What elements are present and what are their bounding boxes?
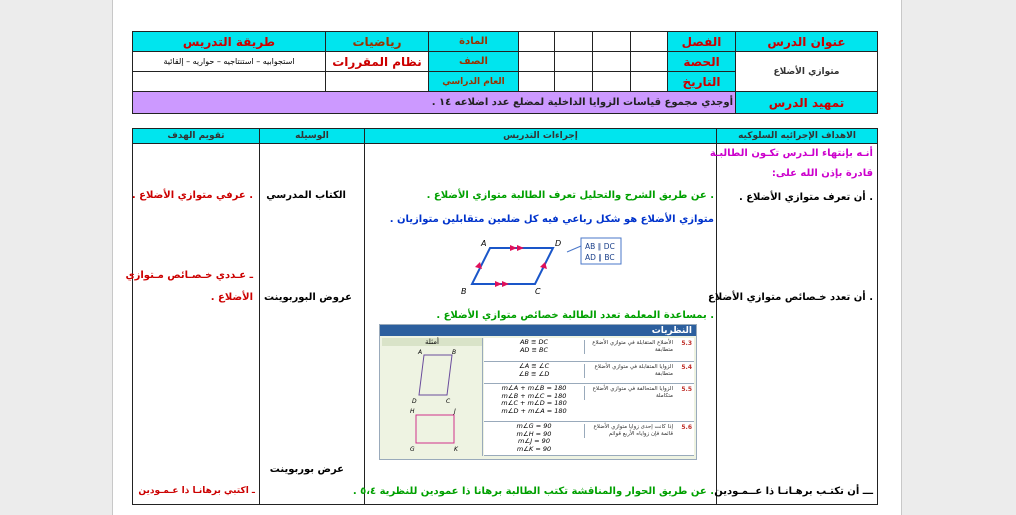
procedure-2: متوازي الأضلاع هو شكل رباعي فيه كل ضلعين متقابلين متوازيان . (389, 214, 714, 225)
examples-diagram (382, 347, 482, 456)
notation-line-2: AD ∥ BC (585, 253, 615, 262)
lesson-header-table (132, 31, 878, 114)
theorem-equation: m∠C + m∠D = 180 (501, 399, 567, 407)
theorems-figure (379, 324, 697, 460)
arrow-mark (502, 281, 509, 287)
objectives-header: الاهداف الإجرائيه السلوكيه (717, 129, 878, 144)
objectives-intro-1: أنـه بإنتهاء الـدرس تكـون الطالبـة (709, 148, 873, 159)
theorem-equation: m∠H = 90 (516, 429, 552, 438)
assessment-2-line1: ـ عـددي خـصـائص مـتوازي (125, 270, 253, 281)
procedures-header: إجراءات التدريس (365, 129, 717, 144)
theorem-equations (486, 339, 582, 354)
objective-3: ـــ أن تكتـب برهـانـا ذا عــمـودين (714, 486, 873, 497)
lesson-plan-page (112, 0, 902, 515)
school-year-label: العام الدراسي (429, 72, 519, 92)
blank-cell (631, 72, 668, 92)
theorems-header: النظريات (380, 325, 696, 336)
fig2-J: J (454, 408, 456, 415)
theorem-text: الزوايا المتحالفة في متوازي الأضلاع متكاملة (584, 386, 675, 400)
theorem-row (484, 384, 694, 422)
fig2-G: G (410, 446, 415, 453)
theorem-equations (486, 363, 582, 378)
blank-cell (555, 72, 593, 92)
fig1-B: B (452, 349, 457, 356)
assessment-column (125, 144, 260, 505)
blank-cell (555, 32, 593, 52)
theorem-number: 5.4 (681, 364, 692, 371)
blank-cell (631, 52, 668, 72)
fig1-D: D (412, 398, 417, 405)
vertex-A: A (481, 239, 487, 248)
teaching-method-label: طريقة التدريس (133, 32, 326, 52)
theorem-equation: ∠B ≅ ∠D (518, 369, 550, 378)
procedure-3: . بمساعدة المعلمة تعدد الطالبة خصائص متوازي الأضلاع . (436, 310, 714, 321)
assessment-2-line2: الأضلاع . (210, 292, 253, 303)
theorem-text: الزوايا المتقابلة في متوازي الأضلاع متطابقة (584, 364, 675, 378)
intro-text: أوجدي مجموع قياسات الزوايا الداخلية لمضلع عدد اضلاعه ١٤ . (133, 92, 736, 114)
theorem-text: الأضلاع المتقابلة في متوازي الأضلاع متطابقة (584, 340, 675, 354)
blank-cell (133, 72, 326, 92)
lesson-body-table (125, 128, 878, 505)
blank-cell (519, 72, 555, 92)
blank-cell (519, 52, 555, 72)
procedures-column (352, 144, 717, 505)
subject-label: المادة (429, 32, 519, 52)
objectives-intro-2: قادرة بإذن الله على: (771, 168, 873, 179)
example-rectangle (416, 415, 454, 443)
theorem-equation: m∠D + m∠A = 180 (501, 406, 567, 415)
theorem-equation: m∠G = 90 (516, 422, 552, 430)
objectives-column (708, 144, 878, 505)
arrow-mark (510, 245, 517, 251)
blank-cell (631, 32, 668, 52)
parallelogram-shape (472, 248, 553, 284)
tools-column (260, 144, 365, 505)
procedure-4: . عن طريق الحوار والمناقشة تكتب الطالبة برهانا ذا عمودين للنظرية ٥،٤ . (352, 486, 714, 497)
theorem-equation: m∠K = 90 (516, 444, 552, 453)
vertex-D: D (555, 239, 562, 248)
tool-powerpoint-2: عرض بوربوينت (269, 464, 344, 475)
blank-cell (555, 52, 593, 72)
date-label: التاريخ (668, 72, 736, 92)
examples-area (382, 338, 483, 456)
blank-cell (593, 32, 631, 52)
theorem-number: 5.3 (681, 340, 692, 347)
theorem-rows (484, 338, 694, 456)
notation-line-1: AB ∥ DC (585, 242, 615, 251)
tool-powerpoint: عروض البوربوينت (264, 292, 352, 303)
theorem-text: إذا كانت إحدى زوايا متوازي الأضلاع قائمة فإن زواياه الأربع قوائم (584, 424, 675, 438)
intro-label: تمهيد الدرس (736, 92, 878, 114)
objective-2: . أن تعدد خـصائص متوازي الأضلاع (708, 292, 873, 303)
fig1-A: A (418, 349, 423, 356)
theorem-row (484, 338, 694, 362)
theorem-row (484, 362, 694, 384)
theorem-row (484, 422, 694, 456)
arrow-mark (495, 281, 502, 287)
theorem-number: 5.6 (681, 424, 692, 431)
theorem-equations (486, 423, 582, 453)
arrow-mark (475, 262, 482, 269)
assessment-header: تقويم الهدف (133, 129, 260, 144)
fig2-K: K (454, 446, 458, 453)
examples-label: أمثلة (382, 338, 482, 346)
subject-value: رياضيات (326, 32, 429, 52)
curriculum-system: نظام المقررات (326, 52, 429, 72)
theorem-equation: m∠B + m∠C = 180 (501, 391, 567, 400)
theorem-equation: AD ≅ BC (519, 345, 549, 354)
fig2-H: H (410, 408, 415, 415)
theorem-number: 5.5 (681, 386, 692, 393)
tool-textbook: الكتاب المدرسي (266, 190, 346, 201)
teaching-method-value: استجوابيه – استنتاجيه – حواريه – إلقائية (133, 52, 326, 72)
lesson-title-label: عنوان الدرس (736, 32, 878, 52)
vertex-B: B (461, 287, 467, 296)
vertex-C: C (535, 287, 541, 296)
blank-cell (519, 32, 555, 52)
theorem-equation: m∠A + m∠B = 180 (501, 384, 567, 392)
procedure-1: . عن طريق الشرح والتحليل تعرف الطالبة متوازي الأضلاع . (426, 190, 714, 201)
theorem-equation: ∠A ≅ ∠C (518, 362, 550, 370)
blank-cell (593, 52, 631, 72)
assessment-3: ـ اكتبي برهانـا ذا عـمـودين (138, 486, 255, 496)
lesson-title-value: متوازي الأضلاع (736, 52, 878, 92)
assessment-1: . عرفي متوازي الأضلاع . (131, 190, 253, 201)
objective-1: . أن تعرف متوازي الأضلاع . (738, 192, 873, 203)
blank-cell (593, 72, 631, 92)
fig1-C: C (446, 398, 451, 405)
period-label: الحصة (668, 52, 736, 72)
theorem-equation: m∠J = 90 (518, 437, 550, 445)
tools-header: الوسيله (260, 129, 365, 144)
example-parallelogram (419, 355, 452, 395)
grade-label: الصف (429, 52, 519, 72)
parallelogram-diagram (455, 234, 625, 302)
theorem-equations (486, 385, 582, 415)
theorem-equation: AB ≅ DC (519, 338, 549, 346)
blank-cell (326, 72, 429, 92)
chapter-label: الفصل (668, 32, 736, 52)
arrow-mark (517, 245, 524, 251)
